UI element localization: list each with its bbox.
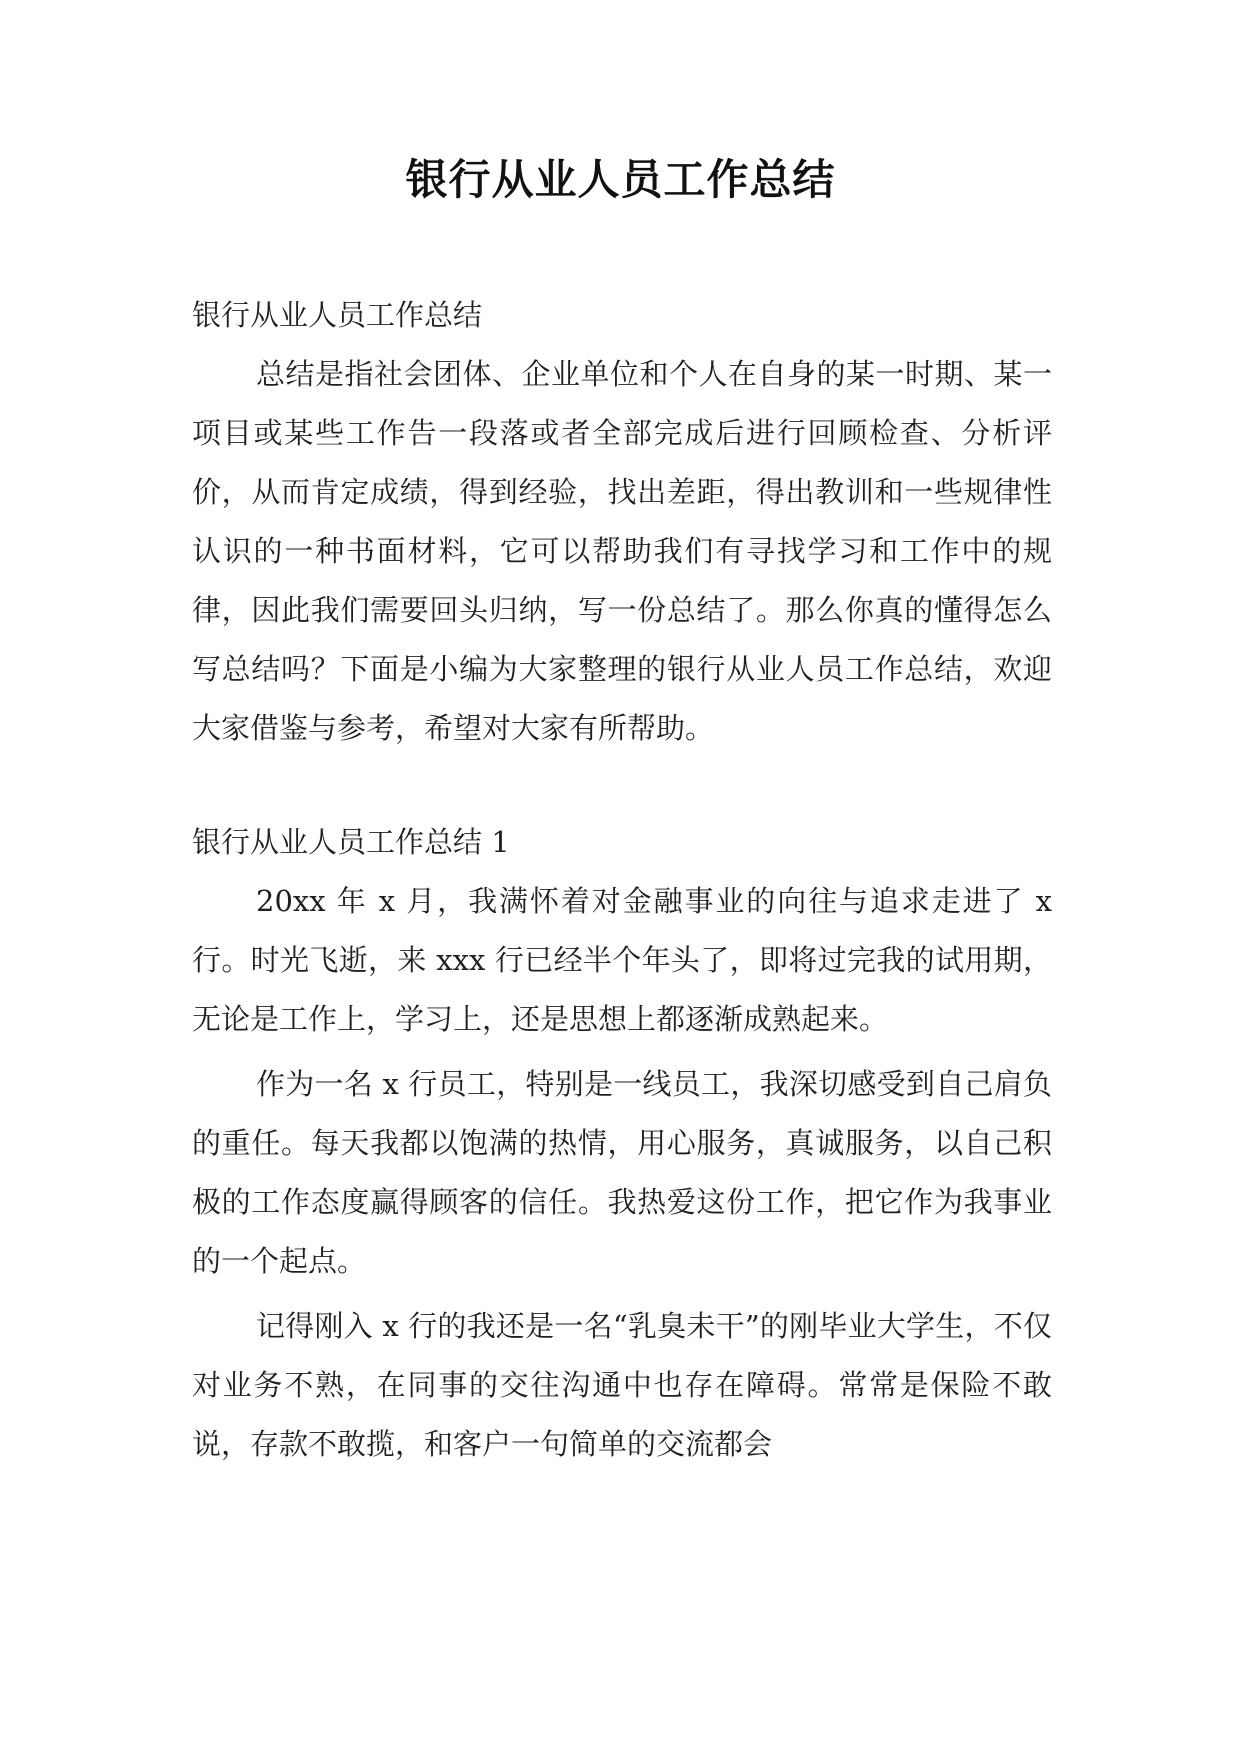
section1-paragraph-3: 记得刚入 x 行的我还是一名“乳臭未干”的刚毕业大学生，不仅对业务不熟，在同事的交往沟通中也存在障碍。常常是保险不敢说，存款不敢揽，和客户一句简单的交流都会 xyxy=(192,1309,1052,1461)
section1-heading: 银行从业人员工作总结 1 xyxy=(192,825,510,859)
section1-paragraph-2: 作为一名 x 行员工，特别是一线员工，我深切感受到自己肩负的重任。每天我都以饱满的热情，用心服务，真诚服务，以自己积极的工作态度赢得顾客的信任。我热爱这份工作，把它作为我事业的一个起点。 xyxy=(192,1067,1052,1278)
document-body xyxy=(192,286,1052,1474)
section1-paragraph-1: 20xx 年 x 月，我满怀着对金融事业的向往与追求走进了 x 行。时光飞逝，来 xxx 行已经半个年头了，即将过完我的试用期，无论是工作上，学习上，还是思想上都逐渐成熟起来。 xyxy=(192,884,1052,1036)
intro-heading: 银行从业人员工作总结 xyxy=(192,298,483,332)
section-spacer xyxy=(192,758,1052,813)
document-title: 银行从业人员工作总结 xyxy=(405,155,836,204)
intro-paragraph: 总结是指社会团体、企业单位和个人在自身的某一时期、某一项目或某些工作告一段落或者全部完成后进行回顾检查、分析评价，从而肯定成绩，得到经验，找出差距，得出教训和一些规律性认识的一种书面材料，它可以帮助我们有寻找学习和工作中的规律，因此我们需要回头归纳，写一份总结了。那么你真的懂得怎么写总结吗？下面是小编为大家整理的银行从业人员工作总结，欢迎大家借鉴与参考，希望对大家有所帮助。 xyxy=(192,357,1052,745)
